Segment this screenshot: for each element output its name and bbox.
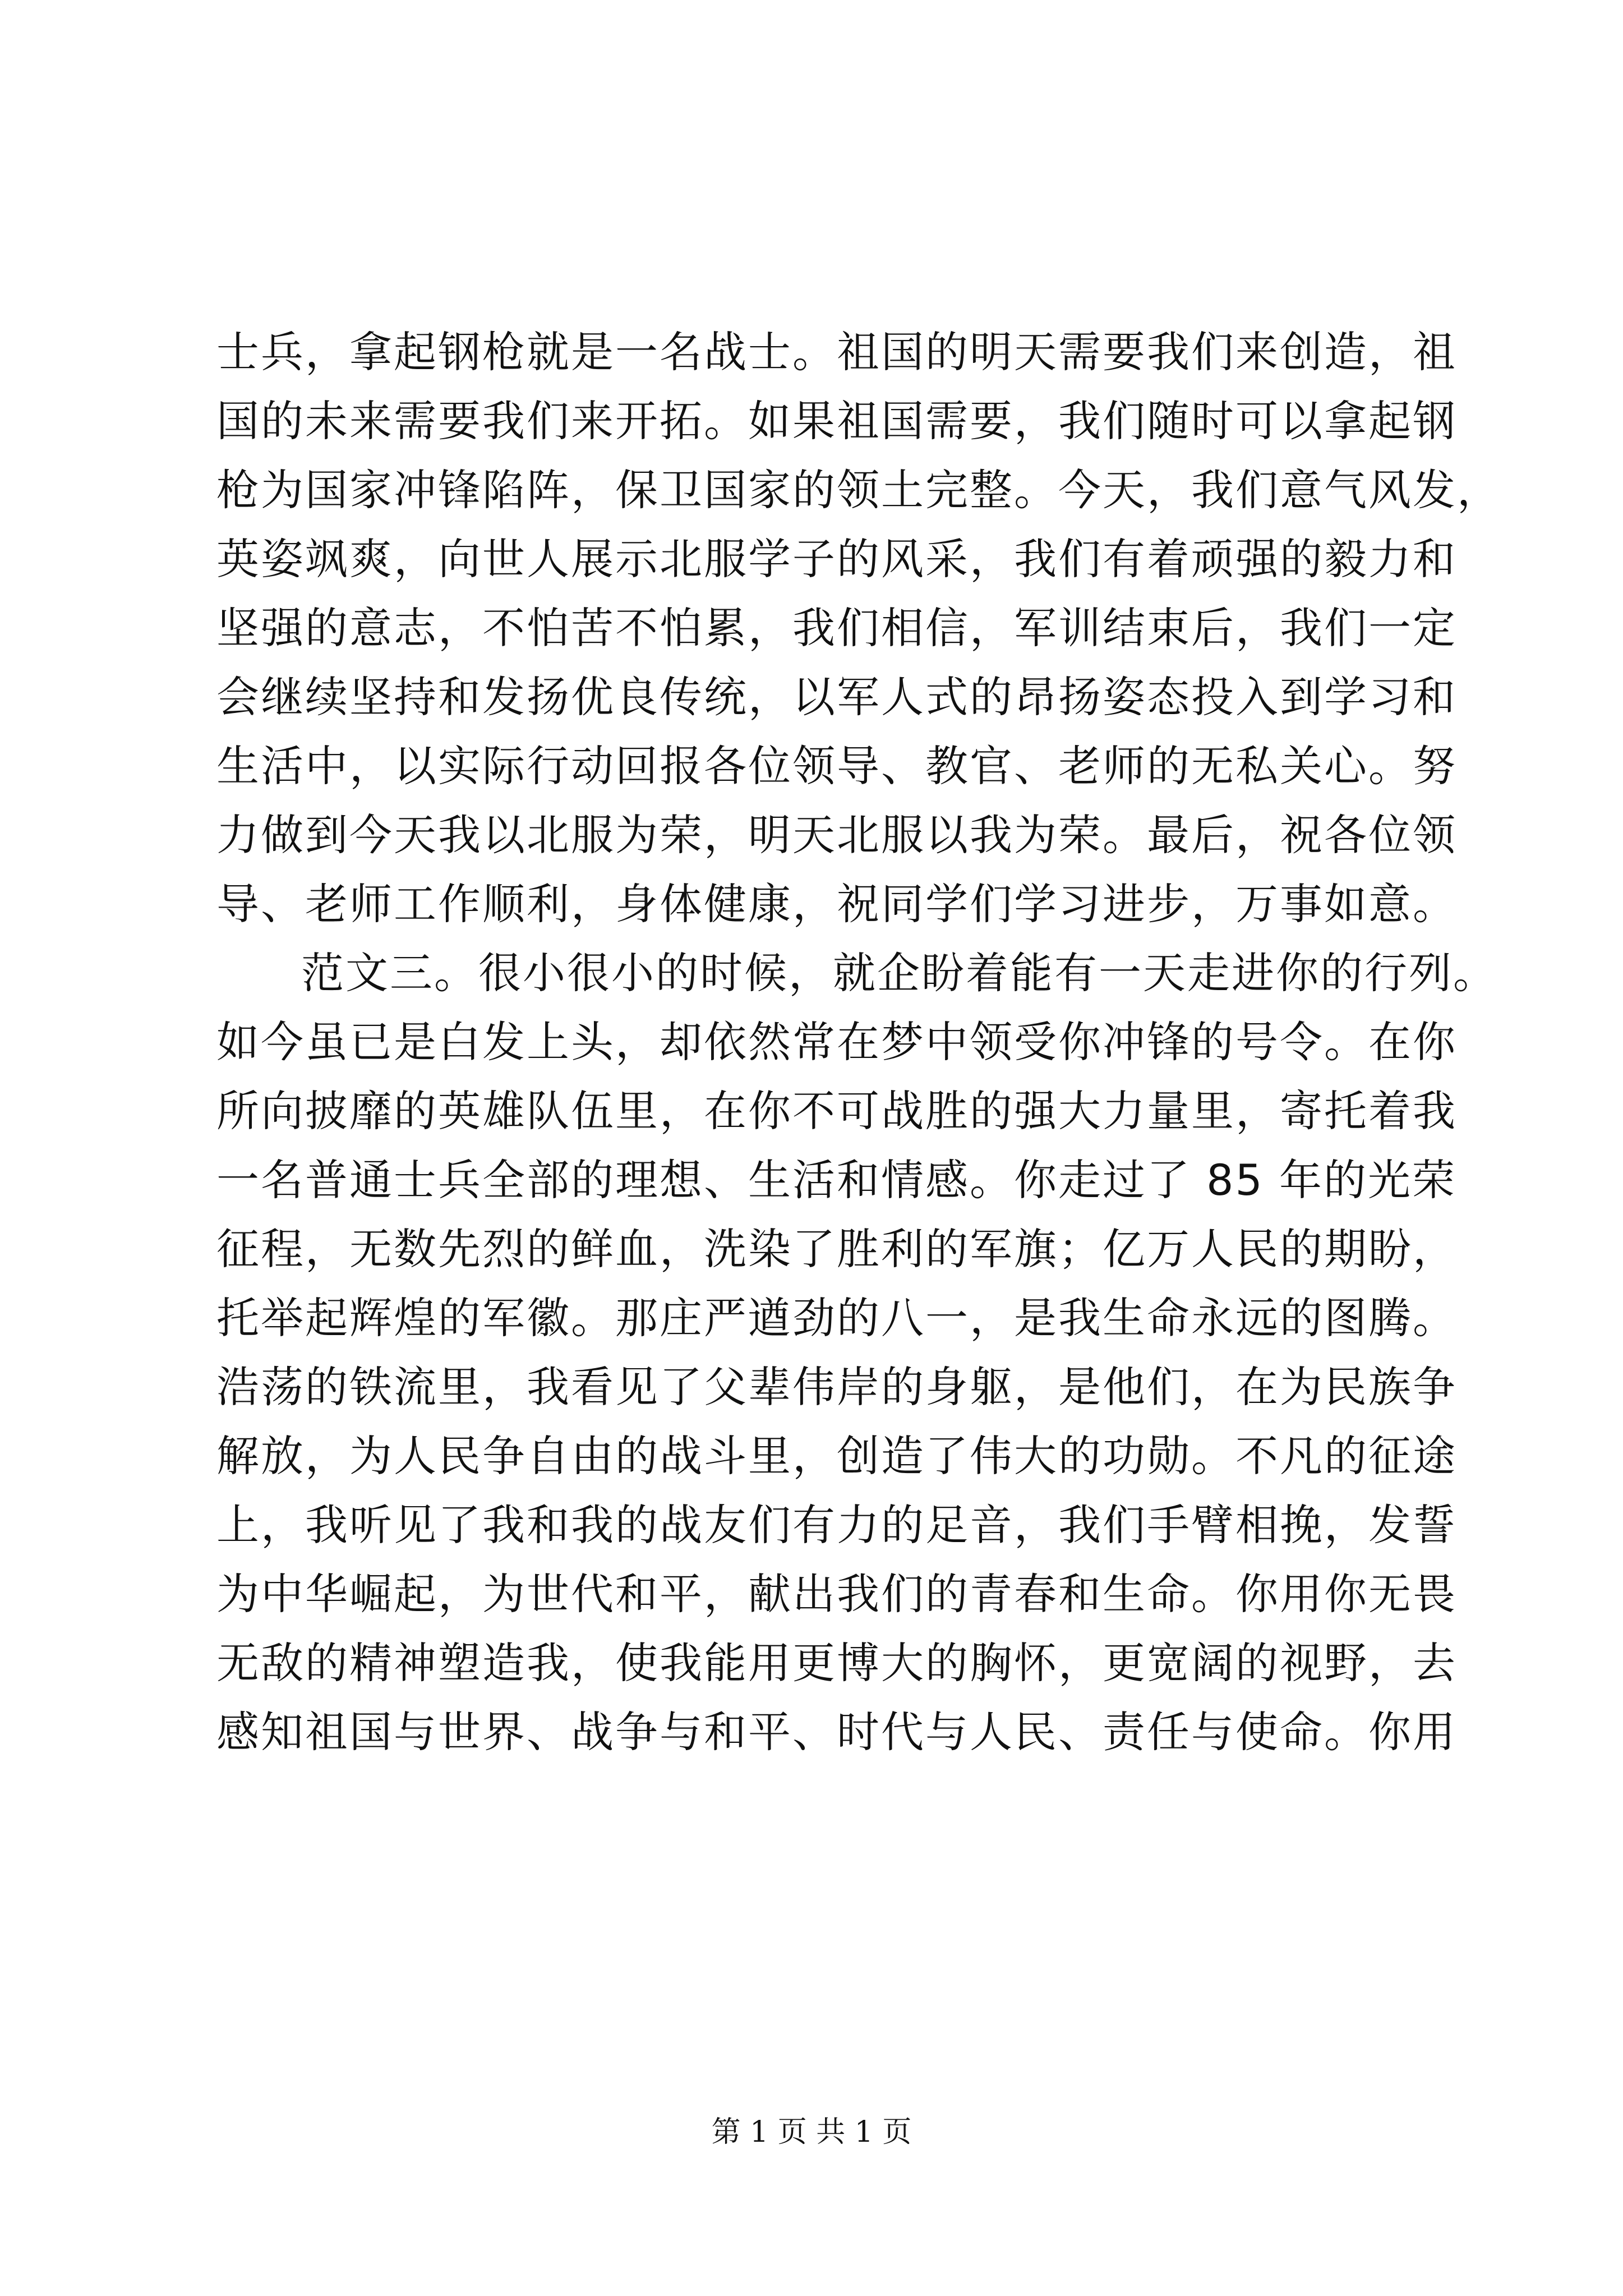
body-line-16: 浩荡的铁流里，我看见了父辈伟岸的身躯，是他们，在为民族争 <box>216 1362 1457 1412</box>
body-line-3: 枪为国家冲锋陷阵，保卫国家的领土完整。今天，我们意气风发， <box>216 465 1501 515</box>
body-line-7: 生活中，以实际行动回报各位领导、教官、老师的无私关心。努 <box>216 741 1457 791</box>
body-line-18: 上，我听见了我和我的战友们有力的足音，我们手臂相挽，发誓 <box>216 1500 1457 1550</box>
body-line-8: 力做到今天我以北服为荣，明天北服以我为荣。最后，祝各位领 <box>216 810 1457 860</box>
body-line-1: 士兵，拿起钢枪就是一名战士。祖国的明天需要我们来创造，祖 <box>216 327 1457 377</box>
body-line-13: 一名普通士兵全部的理想、生活和情感。你走过了 85 年的光荣 <box>216 1155 1457 1205</box>
paragraph-start-line: 范文三。很小很小的时候，就企盼着能有一天走进你的行列。 <box>301 948 1497 998</box>
body-line-21: 感知祖国与世界、战争与和平、时代与人民、责任与使命。你用 <box>216 1707 1457 1757</box>
body-line-12: 所向披靡的英雄队伍里，在你不可战胜的强大力量里，寄托着我 <box>216 1086 1457 1136</box>
body-line-19: 为中华崛起，为世代和平，献出我们的青春和生命。你用你无畏 <box>216 1569 1457 1619</box>
body-line-5: 坚强的意志，不怕苦不怕累，我们相信，军训结束后，我们一定 <box>216 603 1457 653</box>
body-line-15: 托举起辉煌的军徽。那庄严遒劲的八一，是我生命永远的图腾。 <box>216 1293 1457 1343</box>
page-number-footer: 第 1 页 共 1 页 <box>711 2115 912 2149</box>
body-line-17: 解放，为人民争自由的战斗里，创造了伟大的功勋。不凡的征途 <box>216 1431 1457 1481</box>
body-line-11: 如今虽已是白发上头，却依然常在梦中领受你冲锋的号令。在你 <box>216 1017 1457 1067</box>
body-line-20: 无敌的精神塑造我，使我能用更博大的胸怀，更宽阔的视野，去 <box>216 1638 1457 1688</box>
body-line-14: 征程，无数先烈的鲜血，洗染了胜利的军旗；亿万人民的期盼， <box>216 1224 1457 1274</box>
body-line-6: 会继续坚持和发扬优良传统，以军人式的昂扬姿态投入到学习和 <box>216 672 1457 722</box>
body-line-4: 英姿飒爽，向世人展示北服学子的风采，我们有着顽强的毅力和 <box>216 534 1457 584</box>
body-line-2: 国的未来需要我们来开拓。如果祖国需要，我们随时可以拿起钢 <box>216 396 1457 446</box>
body-line-9: 导、老师工作顺利，身体健康，祝同学们学习进步，万事如意。 <box>216 879 1457 929</box>
